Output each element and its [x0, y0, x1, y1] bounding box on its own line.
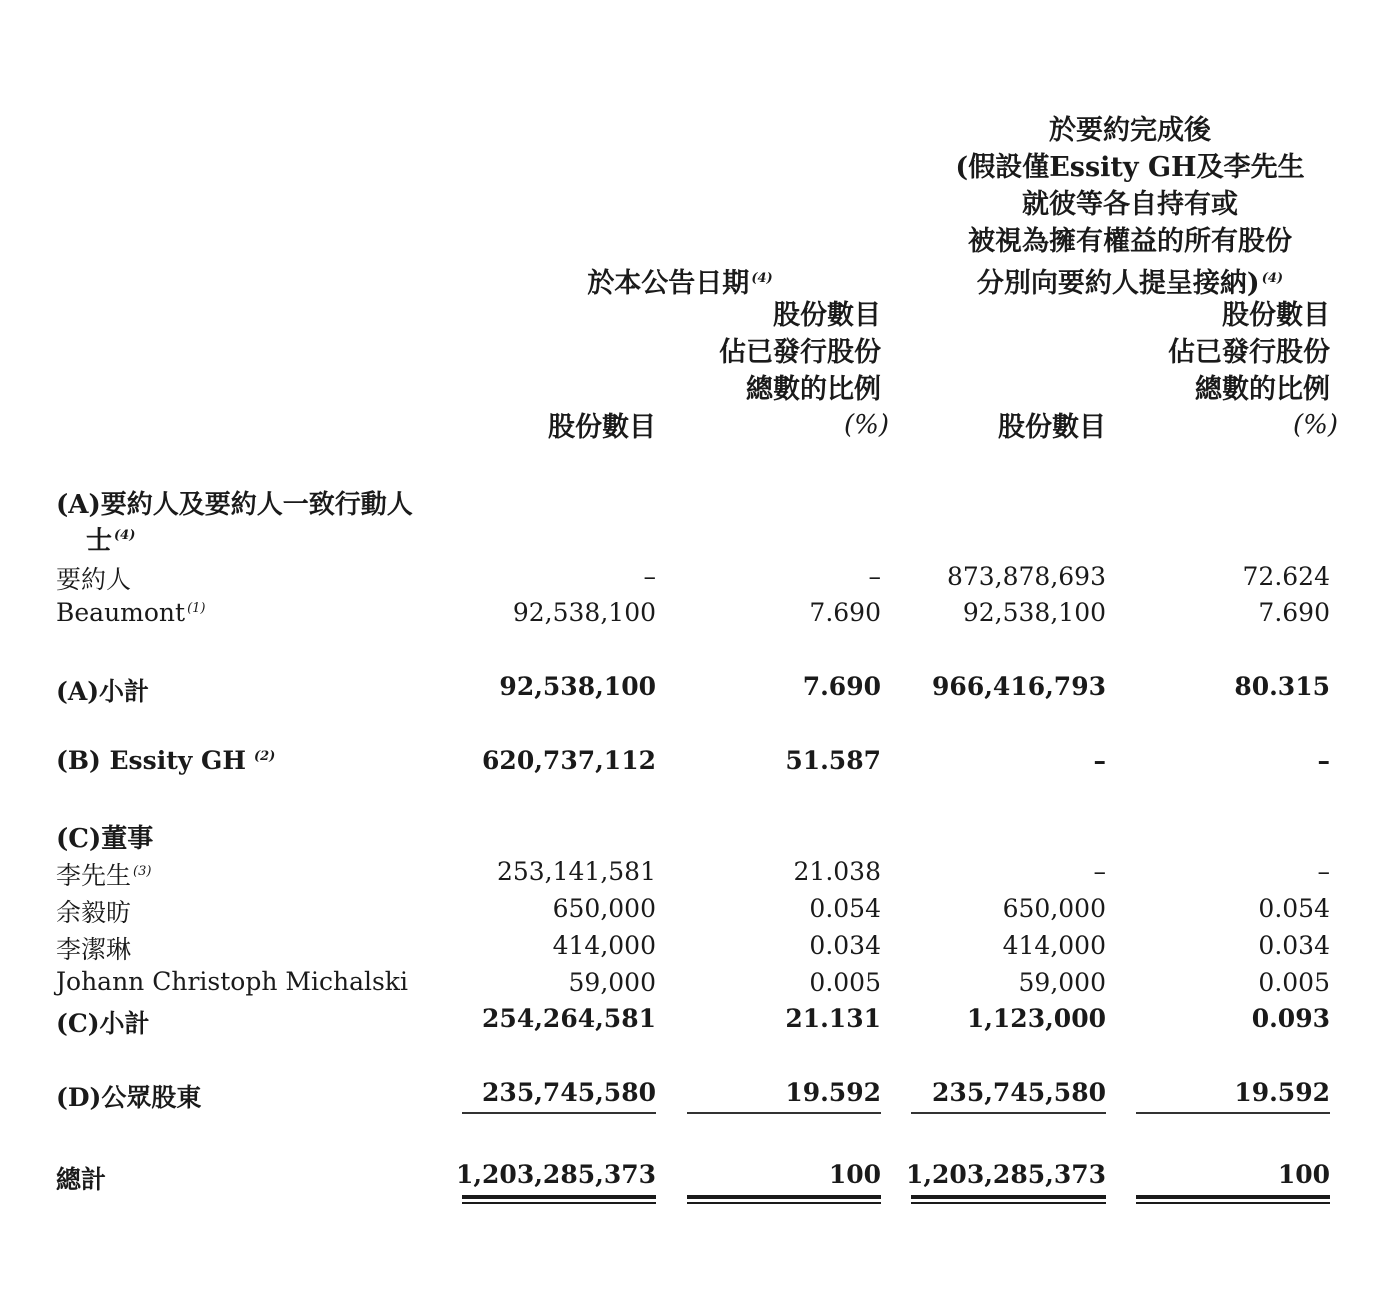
header-pct-unit-col2: (%)	[1293, 410, 1338, 440]
cell-c-subtotal-shares-now: 254,264,581	[482, 1004, 656, 1033]
cell-beaumont-shares-now: 92,538,100	[512, 598, 656, 627]
header-group2-line-4: 被視為擁有權益的所有股份	[968, 226, 1292, 257]
row-label-director-4: Johann Christoph Michalski	[56, 967, 408, 996]
cell-essity-shares-now: 620,737,112	[482, 746, 656, 775]
cell-mr-li-pct-after: –	[1317, 857, 1330, 886]
row-label-offeror: 要約人	[56, 565, 132, 594]
cell-director-4-pct-after: 0.005	[1258, 968, 1330, 997]
cell-director-4-shares-now: 59,000	[568, 968, 656, 997]
cell-beaumont-pct-after: 7.690	[1258, 598, 1330, 627]
cell-director-2-shares-now: 650,000	[552, 894, 656, 923]
header-group2-line-5: 分別向要約人提呈接納) $^{(4)}$	[976, 268, 1284, 299]
cell-total-pct-after: 100	[1277, 1160, 1330, 1189]
header-pct-col2	[1168, 297, 1330, 408]
footnote-ref: (1)	[187, 600, 206, 616]
header-pct-col1	[719, 297, 881, 408]
row-label-director-3: 李潔琳	[56, 935, 132, 964]
header-group1-title: 於本公告日期	[587, 268, 750, 299]
cell-director-2-pct-now: 0.054	[809, 894, 881, 923]
row-label-essity: (B) Essity GH $^{(2)}$	[56, 746, 276, 775]
cell-total-pct-now: 100	[828, 1160, 881, 1189]
row-label-director-2: 余毅昉	[56, 898, 132, 927]
header-pct-line-2: 佔已發行股份	[1168, 337, 1330, 368]
subtotal-rule-col4	[1136, 1112, 1330, 1114]
cell-director-3-pct-after: 0.034	[1258, 931, 1330, 960]
subtotal-rule-col2	[687, 1112, 881, 1114]
subtotal-rule-col3	[911, 1112, 1106, 1114]
cell-essity-pct-now: 51.587	[785, 746, 881, 775]
header-shares-col2: 股份數目	[998, 412, 1106, 443]
header-group2	[940, 112, 1320, 302]
cell-offeror-shares-now: –	[643, 562, 656, 591]
cell-mr-li-pct-now: 21.038	[793, 857, 881, 886]
total-double-rule-col4	[1136, 1195, 1330, 1204]
cell-beaumont-shares-after: 92,538,100	[962, 598, 1106, 627]
header-group2-line-2: (假設僅Essity GH及李先生	[955, 152, 1305, 183]
row-label-a-subtotal: (A)小計	[56, 677, 150, 706]
cell-public-pct-after: 19.592	[1234, 1078, 1330, 1107]
total-double-rule-col1	[462, 1195, 656, 1204]
cell-offeror-pct-after: 72.624	[1242, 562, 1330, 591]
row-label-beaumont: Beaumont $^{(1)}$	[56, 598, 206, 627]
header-pct-line-3: 總數的比例	[1195, 374, 1330, 405]
footnote-ref: (2)	[253, 748, 276, 764]
cell-director-3-pct-now: 0.034	[809, 931, 881, 960]
cell-beaumont-pct-now: 7.690	[809, 598, 881, 627]
header-pct-line-2: 佔已發行股份	[719, 337, 881, 368]
cell-total-shares-after: 1,203,285,373	[905, 1160, 1106, 1189]
header-group2-line-3: 就彼等各自持有或	[1022, 189, 1238, 220]
cell-public-shares-after: 235,745,580	[932, 1078, 1106, 1107]
cell-a-subtotal-shares-after: 966,416,793	[932, 672, 1106, 701]
cell-a-subtotal-pct-after: 80.315	[1234, 672, 1330, 701]
cell-director-3-shares-after: 414,000	[1002, 931, 1106, 960]
cell-essity-shares-after: –	[1093, 746, 1106, 775]
cell-mr-li-shares-now: 253,141,581	[496, 857, 656, 886]
row-label-public: (D)公眾股東	[56, 1083, 202, 1112]
cell-director-4-pct-now: 0.005	[809, 968, 881, 997]
cell-c-subtotal-pct-now: 21.131	[785, 1004, 881, 1033]
header-pct-line-3: 總數的比例	[746, 374, 881, 405]
cell-c-subtotal-shares-after: 1,123,000	[966, 1004, 1106, 1033]
cell-a-subtotal-pct-now: 7.690	[802, 672, 881, 701]
header-pct-line-1: 股份數目	[773, 300, 881, 331]
header-shares-col1: 股份數目	[548, 412, 656, 443]
cell-public-shares-now: 235,745,580	[482, 1078, 656, 1107]
cell-c-subtotal-pct-after: 0.093	[1251, 1004, 1330, 1033]
cell-director-4-shares-after: 59,000	[1018, 968, 1106, 997]
total-double-rule-col3	[911, 1195, 1106, 1204]
cell-director-3-shares-now: 414,000	[552, 931, 656, 960]
subtotal-rule-col1	[462, 1112, 656, 1114]
header-pct-line-1: 股份數目	[1222, 300, 1330, 331]
section-a-title: (A)要約人及要約人一致行動人	[56, 490, 413, 520]
total-double-rule-col2	[687, 1195, 881, 1204]
cell-offeror-pct-now: –	[868, 562, 881, 591]
section-c-title: (C)董事	[56, 824, 154, 854]
cell-director-2-shares-after: 650,000	[1002, 894, 1106, 923]
cell-mr-li-shares-after: –	[1093, 857, 1106, 886]
row-label-total: 總計	[56, 1165, 107, 1194]
row-label-mr-li: 李先生 $^{(3)}$	[56, 861, 152, 890]
footnote-ref: (4)	[751, 271, 773, 286]
cell-total-shares-now: 1,203,285,373	[455, 1160, 656, 1189]
cell-public-pct-now: 19.592	[785, 1078, 881, 1107]
cell-a-subtotal-shares-now: 92,538,100	[499, 672, 656, 701]
row-label-c-subtotal: (C)小計	[56, 1009, 150, 1038]
section-a-title-cont: 士 $^{(4)}$	[86, 526, 136, 556]
footnote-ref: (4)	[1261, 271, 1284, 286]
cell-offeror-shares-after: 873,878,693	[946, 562, 1106, 591]
footnote-ref: (4)	[114, 528, 136, 544]
header-group1	[560, 260, 800, 302]
cell-essity-pct-after: –	[1317, 746, 1330, 775]
header-group2-line-1: 於要約完成後	[1049, 115, 1211, 146]
header-pct-unit-col1: (%)	[844, 410, 889, 440]
footnote-ref: (3)	[133, 863, 152, 879]
cell-director-2-pct-after: 0.054	[1258, 894, 1330, 923]
